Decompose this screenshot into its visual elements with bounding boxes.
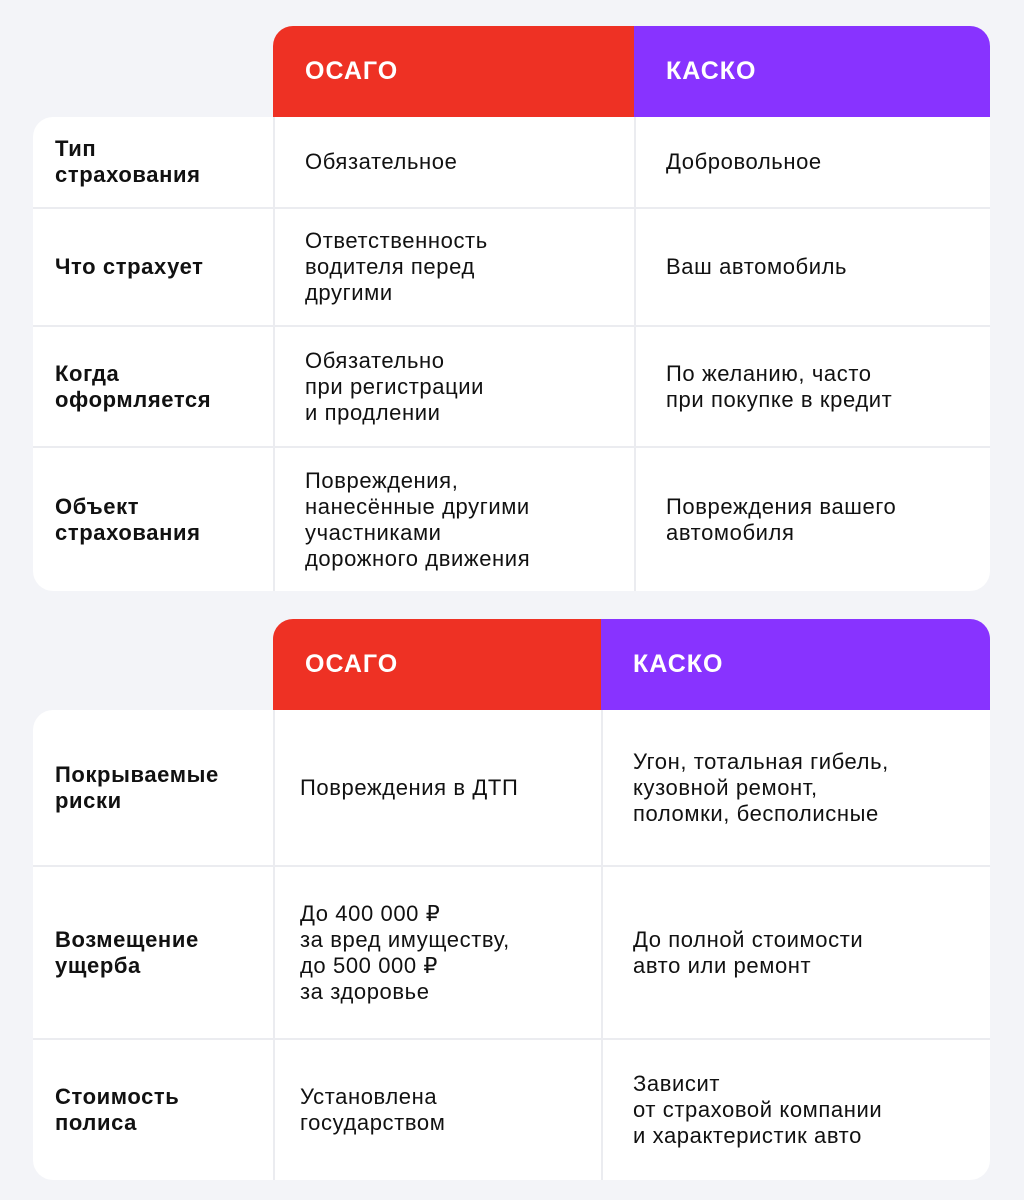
table-row	[33, 710, 990, 865]
row-label: Когда оформляется	[55, 360, 212, 412]
header-kasko: КАСКО	[601, 619, 990, 710]
kasko-cell: До полной стоимости авто или ремонт	[601, 867, 990, 1038]
comparison-table-1	[33, 26, 990, 591]
kasko-cell: Ваш автомобиль	[634, 209, 990, 325]
table-row	[33, 446, 990, 591]
table-row	[33, 117, 990, 207]
row-label: Возмещение ущерба	[55, 926, 199, 978]
osago-cell: Повреждения в ДТП	[273, 710, 601, 865]
table-row	[33, 325, 990, 446]
osago-cell: Ответственность водителя перед другими	[273, 209, 634, 325]
row-label: Объект страхования	[55, 493, 201, 545]
comparison-table-2	[33, 619, 990, 1180]
table-header	[273, 619, 990, 710]
row-label: Тип страхования	[55, 136, 201, 187]
osago-cell: Установлена государством	[273, 1040, 601, 1180]
row-label: Покрываемые риски	[55, 761, 219, 813]
row-label: Что страхует	[55, 254, 204, 279]
table-body	[33, 117, 990, 591]
osago-cell: Обязательное	[273, 117, 634, 207]
kasko-cell: Добровольное	[634, 117, 990, 207]
osago-cell: Повреждения, нанесённые другими участниками дорожного движения	[273, 448, 634, 591]
header-osago: ОСАГО	[273, 26, 634, 117]
header-kasko: КАСКО	[634, 26, 990, 117]
table-row	[33, 207, 990, 325]
table-row	[33, 865, 990, 1038]
table-header	[273, 26, 990, 117]
table-row	[33, 1038, 990, 1180]
kasko-cell: Повреждения вашего автомобиля	[634, 448, 990, 591]
osago-cell: До 400 000 ₽ за вред имуществу, до 500 000 ₽ за здоровье	[273, 867, 601, 1038]
kasko-cell: Угон, тотальная гибель, кузовной ремонт, поломки, бесполисные	[601, 710, 990, 865]
kasko-cell: Зависит от страховой компании и характеристик авто	[601, 1040, 990, 1180]
osago-cell: Обязательно при регистрации и продлении	[273, 327, 634, 446]
kasko-cell: По желанию, часто при покупке в кредит	[634, 327, 990, 446]
row-label: Стоимость полиса	[55, 1084, 180, 1135]
header-osago: ОСАГО	[273, 619, 601, 710]
table-body	[33, 710, 990, 1180]
